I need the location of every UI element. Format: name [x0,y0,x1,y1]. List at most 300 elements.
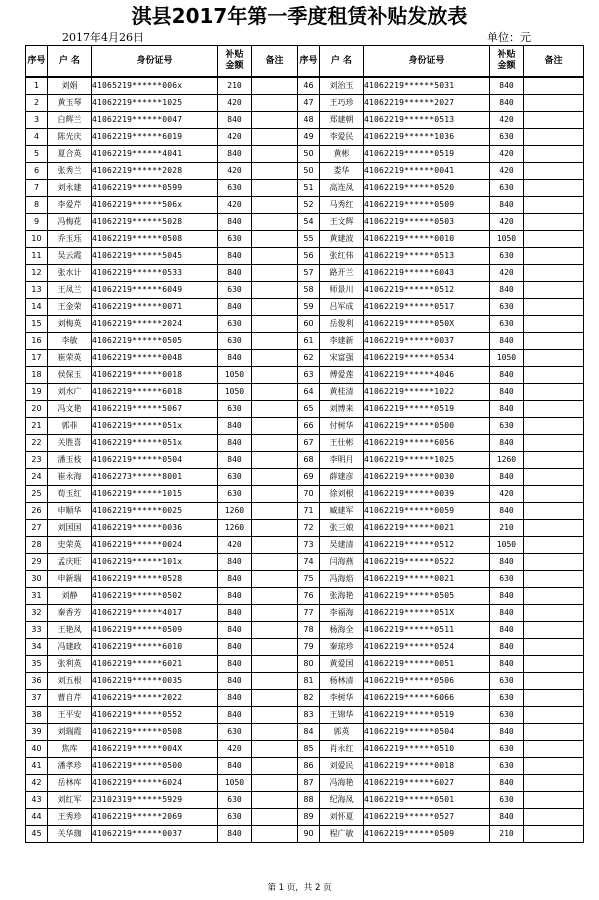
cell-right-id: 41062219******0059 [364,503,490,520]
cell-right-no: 61 [298,333,320,350]
cell-right-id: 41062219******1036 [364,129,490,146]
cell-left-name: 夏合英 [48,146,92,163]
cell-right-id: 41062219******0519 [364,707,490,724]
cell-left-name: 侯保玉 [48,367,92,384]
cell-left-name: 白辉兰 [48,112,92,129]
cell-left-id: 41062219******0036 [92,520,218,537]
cell-right-id: 41062219******0520 [364,180,490,197]
cell-right-name: 师景川 [320,282,364,299]
cell-right-amount: 840 [490,503,524,520]
cell-right-remark [524,248,584,265]
cell-right-name: 李爱民 [320,129,364,146]
cell-right-amount: 210 [490,520,524,537]
cell-right-remark [524,197,584,214]
cell-left-no: 1 [26,77,48,95]
header-amount [218,46,252,78]
cell-right-no: 86 [298,758,320,775]
cell-left-name: 刘瑞霞 [48,724,92,741]
cell-left-no: 26 [26,503,48,520]
cell-left-amount: 840 [218,605,252,622]
cell-left-no: 40 [26,741,48,758]
cell-left-name: 潘孝珍 [48,758,92,775]
cell-left-no: 15 [26,316,48,333]
cell-left-remark [252,316,298,333]
cell-right-remark [524,77,584,95]
cell-right-name: 薛建彦 [320,469,364,486]
cell-left-id: 41062219******0508 [92,231,218,248]
cell-right-amount: 840 [490,77,524,95]
cell-left-remark [252,520,298,537]
cell-right-amount: 630 [490,673,524,690]
cell-left-name: 王秀珍 [48,809,92,826]
cell-left-amount: 840 [218,571,252,588]
table-row [26,622,584,639]
cell-left-name: 乔玉珏 [48,231,92,248]
cell-left-no: 17 [26,350,48,367]
cell-right-no: 52 [298,197,320,214]
cell-left-name: 刘国国 [48,520,92,537]
cell-left-remark [252,163,298,180]
table-row [26,112,584,129]
cell-left-amount: 630 [218,724,252,741]
cell-left-id: 41062219******0552 [92,707,218,724]
cell-left-remark [252,435,298,452]
header-seq-right: 序号 [298,46,320,78]
cell-left-name: 王艳凤 [48,622,92,639]
cell-left-remark [252,588,298,605]
cell-right-name: 闫海燕 [320,554,364,571]
cell-left-remark [252,792,298,809]
cell-left-no: 27 [26,520,48,537]
cell-right-name: 娄华 [320,163,364,180]
cell-left-remark [252,537,298,554]
cell-right-name: 冯海焰 [320,571,364,588]
cell-right-name: 付树华 [320,418,364,435]
table-row [26,826,584,843]
cell-right-name: 杨海全 [320,622,364,639]
cell-right-remark [524,588,584,605]
cell-right-no: 56 [298,248,320,265]
cell-left-id: 41062219******0502 [92,588,218,605]
table-row [26,554,584,571]
cell-left-remark [252,214,298,231]
table-row [26,163,584,180]
cell-left-id: 41062219******6021 [92,656,218,673]
cell-right-no: 87 [298,775,320,792]
cell-right-remark [524,656,584,673]
cell-left-name: 郭菲 [48,418,92,435]
cell-right-no: 82 [298,690,320,707]
cell-right-name: 张三娘 [320,520,364,537]
cell-right-remark [524,537,584,554]
cell-right-no: 46 [298,77,320,95]
header-name-right: 户 名 [320,46,364,78]
cell-left-name: 黄玉琴 [48,95,92,112]
cell-left-id: 41062219******0047 [92,112,218,129]
cell-right-amount: 1050 [490,231,524,248]
cell-right-remark [524,282,584,299]
cell-left-amount: 420 [218,537,252,554]
cell-left-name: 陈光庆 [48,129,92,146]
cell-left-amount: 840 [218,826,252,843]
cell-right-remark [524,571,584,588]
cell-left-no: 9 [26,214,48,231]
cell-right-remark [524,809,584,826]
cell-left-id: 41062219******0599 [92,180,218,197]
table-row [26,452,584,469]
cell-left-no: 42 [26,775,48,792]
table-row [26,537,584,554]
cell-left-no: 19 [26,384,48,401]
cell-right-id: 41062219******0030 [364,469,490,486]
header-id-right: 身份证号 [364,46,490,78]
header-amount-line2: 金额 [225,61,244,71]
cell-left-no: 38 [26,707,48,724]
cell-right-name: 徐刘根 [320,486,364,503]
cell-left-remark [252,605,298,622]
cell-right-id: 41062219******0510 [364,741,490,758]
cell-right-no: 75 [298,571,320,588]
cell-right-name: 黄彬 [320,146,364,163]
cell-right-name: 郭英 [320,724,364,741]
cell-left-amount: 840 [218,248,252,265]
cell-left-id: 41062219******1025 [92,95,218,112]
header-id: 身份证号 [92,46,218,78]
cell-left-amount: 1260 [218,503,252,520]
cell-right-name: 黄建波 [320,231,364,248]
table-row [26,758,584,775]
cell-right-id: 41062219******0517 [364,299,490,316]
cell-right-amount: 840 [490,809,524,826]
cell-left-no: 29 [26,554,48,571]
cell-left-id: 41065219******006x [92,77,218,95]
cell-right-amount: 630 [490,741,524,758]
table-row [26,418,584,435]
cell-right-no: 90 [298,826,320,843]
cell-left-id: 41062219******0071 [92,299,218,316]
cell-right-amount: 840 [490,384,524,401]
header-remark: 备注 [252,46,298,78]
cell-right-no: 59 [298,299,320,316]
cell-left-id: 41062219******6010 [92,639,218,656]
cell-left-no: 37 [26,690,48,707]
cell-right-remark [524,554,584,571]
cell-right-id: 41062219******0039 [364,486,490,503]
cell-right-no: 71 [298,503,320,520]
cell-left-id: 41062219******0509 [92,622,218,639]
cell-right-no: 48 [298,112,320,129]
cell-left-no: 6 [26,163,48,180]
cell-right-name: 纪海凤 [320,792,364,809]
cell-left-id: 41062219******6024 [92,775,218,792]
cell-left-id: 41062219******0500 [92,758,218,775]
cell-left-amount: 420 [218,163,252,180]
cell-left-name: 孟庆旺 [48,554,92,571]
cell-left-name: 李敏 [48,333,92,350]
cell-right-amount: 840 [490,367,524,384]
cell-right-amount: 630 [490,418,524,435]
cell-right-id: 41062219******0511 [364,622,490,639]
cell-right-id: 41062219******0534 [364,350,490,367]
cell-right-remark [524,316,584,333]
cell-left-name: 潘玉枝 [48,452,92,469]
cell-left-amount: 210 [218,77,252,95]
cell-right-remark [524,724,584,741]
cell-right-id: 41062219******050X [364,316,490,333]
cell-left-no: 14 [26,299,48,316]
cell-right-amount: 840 [490,775,524,792]
table-row [26,775,584,792]
cell-right-amount: 420 [490,112,524,129]
cell-right-remark [524,231,584,248]
table-row [26,588,584,605]
cell-left-amount: 630 [218,486,252,503]
cell-left-amount: 1050 [218,384,252,401]
cell-left-name: 张水计 [48,265,92,282]
table-row [26,792,584,809]
cell-left-remark [252,418,298,435]
cell-right-id: 41062219******0527 [364,809,490,826]
cell-left-amount: 840 [218,639,252,656]
cell-right-name: 吴建清 [320,537,364,554]
cell-left-name: 王凤兰 [48,282,92,299]
cell-left-remark [252,826,298,843]
cell-right-remark [524,333,584,350]
cell-right-remark [524,520,584,537]
cell-right-remark [524,639,584,656]
header-remark-right: 备注 [524,46,584,78]
cell-right-id: 41062219******6066 [364,690,490,707]
cell-right-amount: 840 [490,197,524,214]
cell-left-no: 23 [26,452,48,469]
cell-left-name: 荀玉红 [48,486,92,503]
cell-left-remark [252,146,298,163]
cell-right-no: 51 [298,180,320,197]
cell-right-remark [524,146,584,163]
cell-right-amount: 630 [490,792,524,809]
cell-left-no: 3 [26,112,48,129]
cell-left-amount: 1260 [218,520,252,537]
cell-right-amount: 630 [490,707,524,724]
cell-right-remark [524,367,584,384]
cell-left-remark [252,129,298,146]
cell-right-no: 81 [298,673,320,690]
cell-left-name: 王平安 [48,707,92,724]
cell-left-amount: 630 [218,809,252,826]
cell-left-remark [252,401,298,418]
cell-right-no: 85 [298,741,320,758]
cell-right-id: 41062219******0018 [364,758,490,775]
cell-right-name: 张红伟 [320,248,364,265]
cell-left-id: 41062219******051x [92,435,218,452]
cell-right-remark [524,129,584,146]
cell-left-amount: 840 [218,673,252,690]
cell-left-remark [252,333,298,350]
cell-right-no: 50 [298,163,320,180]
table-row [26,656,584,673]
cell-left-remark [252,231,298,248]
cell-right-id: 41062219******0513 [364,112,490,129]
cell-right-amount: 1050 [490,350,524,367]
cell-left-remark [252,486,298,503]
cell-left-id: 41062219******0025 [92,503,218,520]
cell-right-name: 马秀红 [320,197,364,214]
cell-right-no: 76 [298,588,320,605]
cell-right-no: 73 [298,537,320,554]
cell-left-remark [252,707,298,724]
cell-left-amount: 420 [218,197,252,214]
cell-right-id: 41062219******0021 [364,520,490,537]
cell-left-name: 冯文艳 [48,401,92,418]
cell-right-id: 41062219******0041 [364,163,490,180]
cell-right-id: 41062219******0506 [364,673,490,690]
cell-right-remark [524,469,584,486]
cell-right-amount: 630 [490,180,524,197]
cell-left-remark [252,571,298,588]
cell-left-no: 31 [26,588,48,605]
cell-right-id: 41062219******1025 [364,452,490,469]
header-seq: 序号 [26,46,48,78]
cell-right-amount: 840 [490,333,524,350]
cell-right-id: 41062219******6043 [364,265,490,282]
cell-left-amount: 630 [218,282,252,299]
cell-right-name: 黄爱国 [320,656,364,673]
cell-left-no: 35 [26,656,48,673]
cell-right-no: 78 [298,622,320,639]
table-row [26,316,584,333]
cell-left-no: 4 [26,129,48,146]
cell-right-amount: 420 [490,486,524,503]
cell-right-amount: 840 [490,724,524,741]
cell-right-remark [524,605,584,622]
cell-left-amount: 840 [218,418,252,435]
table-header-row [26,46,584,78]
header-amount-right [490,46,524,78]
cell-right-id: 41062219******051X [364,605,490,622]
cell-left-remark [252,809,298,826]
cell-left-no: 5 [26,146,48,163]
cell-right-no: 58 [298,282,320,299]
cell-left-id: 41062219******101x [92,554,218,571]
cell-left-id: 41062219******051x [92,418,218,435]
cell-right-remark [524,435,584,452]
cell-right-amount: 840 [490,435,524,452]
cell-left-amount: 840 [218,146,252,163]
cell-right-id: 41062219******1022 [364,384,490,401]
cell-left-remark [252,775,298,792]
cell-right-name: 刘治玉 [320,77,364,95]
cell-right-remark [524,112,584,129]
cell-left-id: 41062219******0533 [92,265,218,282]
cell-left-id: 41062219******0037 [92,826,218,843]
cell-left-amount: 420 [218,129,252,146]
cell-right-amount: 840 [490,588,524,605]
cell-left-name: 刘娟 [48,77,92,95]
cell-right-name: 臧建军 [320,503,364,520]
cell-left-id: 41062219******6049 [92,282,218,299]
cell-right-amount: 630 [490,571,524,588]
cell-right-remark [524,792,584,809]
cell-left-name: 张秀兰 [48,163,92,180]
cell-right-remark [524,452,584,469]
table-row [26,248,584,265]
cell-left-name: 刘红军 [48,792,92,809]
cell-right-id: 41062219******0051 [364,656,490,673]
cell-left-id: 41062219******5067 [92,401,218,418]
cell-left-id: 41062219******6019 [92,129,218,146]
table-row [26,707,584,724]
cell-right-no: 54 [298,214,320,231]
cell-left-amount: 630 [218,401,252,418]
cell-left-remark [252,180,298,197]
cell-right-name: 宋富强 [320,350,364,367]
cell-right-id: 41062219******0519 [364,401,490,418]
cell-right-remark [524,486,584,503]
cell-left-name: 李爱芹 [48,197,92,214]
cell-left-amount: 420 [218,95,252,112]
cell-right-id: 41062219******6056 [364,435,490,452]
cell-left-remark [252,367,298,384]
table-row [26,77,584,95]
cell-left-amount: 840 [218,707,252,724]
table-row [26,197,584,214]
currency-unit: 单位：元 [487,31,531,44]
cell-right-name: 王巧珍 [320,95,364,112]
cell-right-no: 47 [298,95,320,112]
cell-left-remark [252,282,298,299]
cell-right-id: 41062219******0509 [364,197,490,214]
cell-right-name: 郑建朝 [320,112,364,129]
table-row [26,724,584,741]
cell-left-amount: 1050 [218,367,252,384]
table-row [26,367,584,384]
subsidy-table [25,45,584,843]
header-amount-line1: 补贴 [225,50,244,60]
cell-left-name: 冯梅花 [48,214,92,231]
cell-right-remark [524,401,584,418]
cell-right-name: 刘爱民 [320,758,364,775]
cell-left-name: 吴云霞 [48,248,92,265]
table-row [26,690,584,707]
cell-left-id: 41062219******0504 [92,452,218,469]
table-row [26,299,584,316]
document-date: 2017年4月26日 [62,31,144,44]
cell-right-no: 88 [298,792,320,809]
cell-left-no: 36 [26,673,48,690]
cell-right-name: 李福海 [320,605,364,622]
cell-left-name: 刘静 [48,588,92,605]
cell-right-no: 77 [298,605,320,622]
cell-right-amount: 630 [490,316,524,333]
cell-left-no: 20 [26,401,48,418]
cell-left-name: 刘梅英 [48,316,92,333]
cell-left-name: 岳林库 [48,775,92,792]
cell-right-no: 62 [298,350,320,367]
cell-left-no: 10 [26,231,48,248]
cell-right-no: 49 [298,129,320,146]
cell-left-amount: 840 [218,656,252,673]
table-row [26,520,584,537]
cell-left-id: 41062273******8001 [92,469,218,486]
cell-right-amount: 210 [490,826,524,843]
cell-left-remark [252,622,298,639]
cell-right-remark [524,350,584,367]
cell-right-amount: 840 [490,469,524,486]
cell-left-name: 刘水广 [48,384,92,401]
cell-left-remark [252,95,298,112]
cell-left-name: 申新瑞 [48,571,92,588]
cell-left-name: 史荣英 [48,537,92,554]
